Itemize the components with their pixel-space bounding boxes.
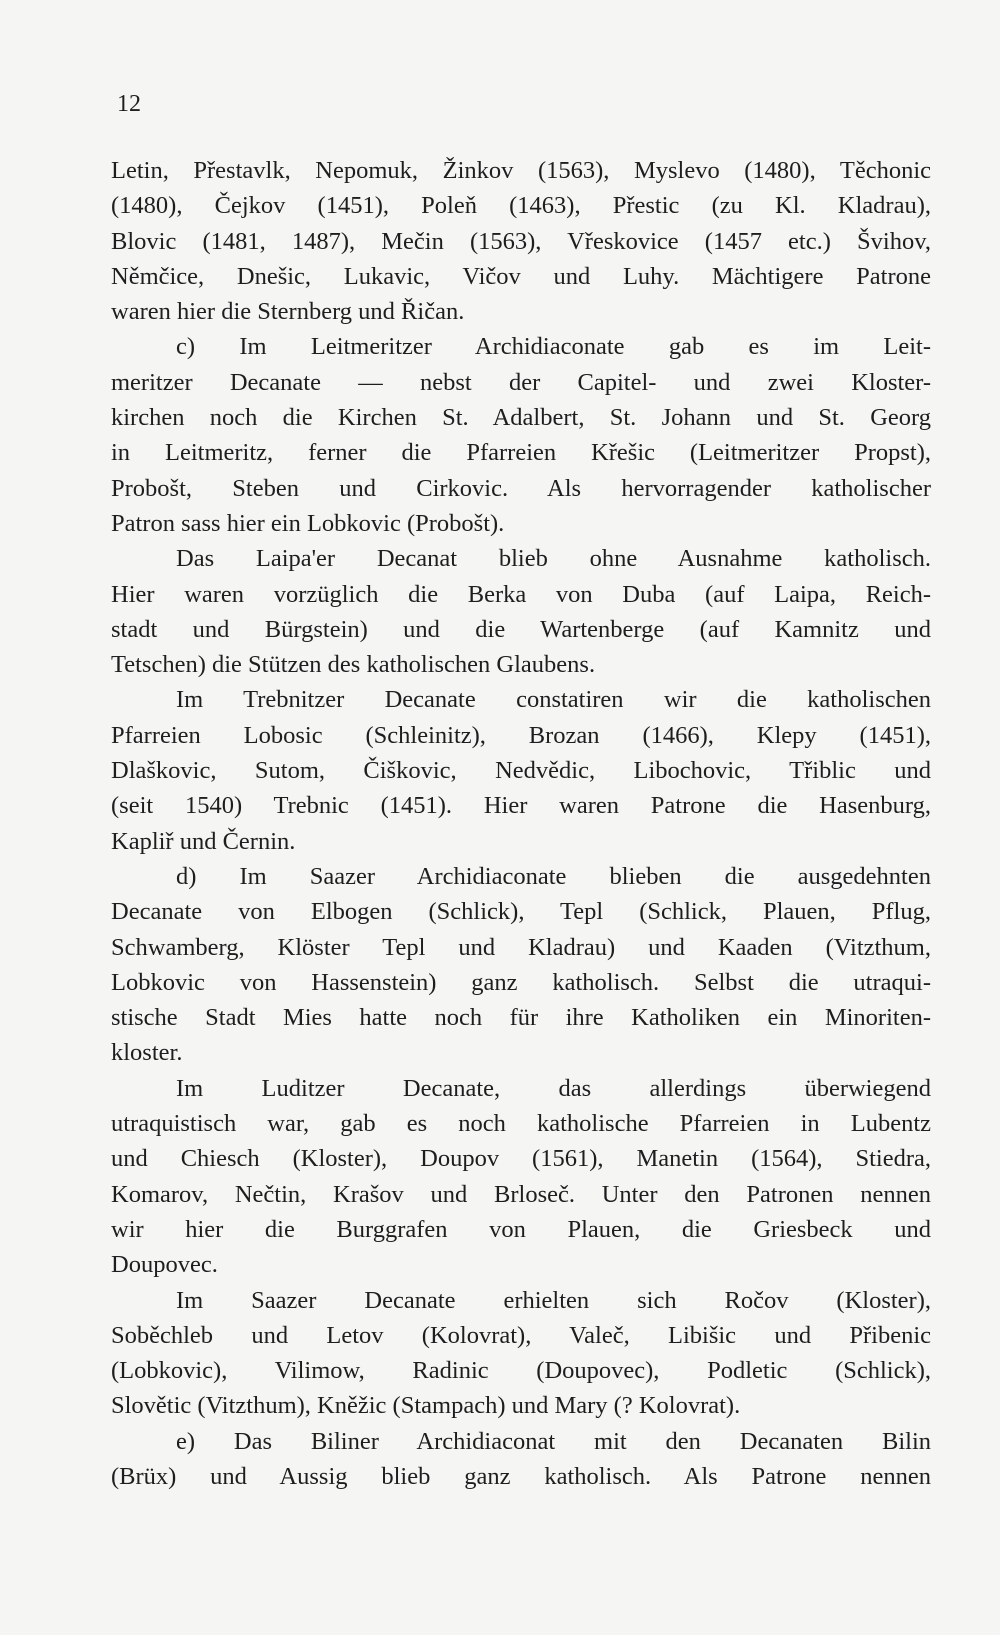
text-line: Lobkovic von Hassenstein) ganz katholisch. Selbst die utraqui- <box>111 968 931 996</box>
text-line: c) Im Leitmeritzer Archidiaconate gab es im Leit- <box>176 333 931 361</box>
text-line: (Lobkovic), Vilimow, Radinic (Doupovec), Podletic (Schlick), <box>111 1357 931 1385</box>
text-line: kloster. <box>111 1039 183 1067</box>
text-line: Patron sass hier ein Lobkovic (Probošt). <box>111 509 505 537</box>
text-line: Letin, Přestavlk, Nepomuk, Žinkov (1563), Myslevo (1480), Těchonic <box>111 157 931 184</box>
text-line: Němčice, Dnešic, Lukavic, Vičov und Luhy. Mächtigere Patrone <box>111 262 931 290</box>
text-line: und Chiesch (Kloster), Doupov (1561), Manetin (1564), Stiedra, <box>111 1145 931 1173</box>
text-line: Doupovec. <box>111 1251 218 1279</box>
text-line: utraquistisch war, gab es noch katholische Pfarreien in Lubentz <box>111 1110 931 1138</box>
text-line: (Brüx) und Aussig blieb ganz katholisch. Als Patrone nennen <box>111 1462 931 1490</box>
text-line: Probošt, Steben und Cirkovic. Als hervorragender katholischer <box>111 474 931 502</box>
text-line: meritzer Decanate — nebst der Capitel- und zwei Kloster- <box>111 368 931 396</box>
text-line: Decanate von Elbogen (Schlick), Tepl (Schlick, Plauen, Pflug, <box>111 898 931 926</box>
body-text <box>111 153 931 1494</box>
text-line: Slovětic (Vitzthum), Kněžic (Stampach) und Mary (? Kolovrat). <box>111 1392 741 1420</box>
text-line: e) Das Biliner Archidiaconat mit den Decanaten Bilin <box>176 1427 931 1455</box>
text-line: Soběchleb und Letov (Kolovrat), Valeč, Libišic und Přibenic <box>111 1321 931 1349</box>
text-line: Das Laipa'er Decanat blieb ohne Ausnahme katholisch. <box>176 545 931 573</box>
text-line: Komarov, Nečtin, Krašov und Brloseč. Unter den Patronen nennen <box>111 1180 931 1208</box>
text-line: Tetschen) die Stützen des katholischen Glaubens. <box>111 651 596 679</box>
text-line: Im Luditzer Decanate, das allerdings überwiegend <box>176 1074 931 1102</box>
text-line: Kapliř und Černin. <box>111 827 296 855</box>
page-number: 12 <box>117 91 141 117</box>
text-line: Im Trebnitzer Decanate constatiren wir die katholischen <box>176 686 931 714</box>
text-line: Blovic (1481, 1487), Mečin (1563), Vřeskovice (1457 etc.) Švihov, <box>111 227 931 255</box>
text-line: (1480), Čejkov (1451), Poleň (1463), Přestic (zu Kl. Kladrau), <box>111 192 931 220</box>
text-line: Schwamberg, Klöster Tepl und Kladrau) und Kaaden (Vitzthum, <box>111 933 931 961</box>
text-line: Hier waren vorzüglich die Berka von Duba (auf Laipa, Reich- <box>111 580 931 608</box>
text-line: wir hier die Burggrafen von Plauen, die Griesbeck und <box>111 1215 931 1243</box>
text-line: Pfarreien Lobosic (Schleinitz), Brozan (1466), Klepy (1451), <box>111 721 931 749</box>
text-line: d) Im Saazer Archidiaconate blieben die ausgedehnten <box>176 862 931 890</box>
text-line: stadt und Bürgstein) und die Wartenberge (auf Kamnitz und <box>111 615 931 643</box>
text-line: in Leitmeritz, ferner die Pfarreien Křešic (Leitmeritzer Propst), <box>111 439 931 467</box>
text-line: waren hier die Sternberg und Řičan. <box>111 298 465 326</box>
text-line: stische Stadt Mies hatte noch für ihre Katholiken ein Minoriten- <box>111 1004 931 1032</box>
text-line: Im Saazer Decanate erhielten sich Ročov (Kloster), <box>176 1286 931 1314</box>
text-line: (seit 1540) Trebnic (1451). Hier waren Patrone die Hasenburg, <box>111 792 931 820</box>
text-line: Dlaškovic, Sutom, Čiškovic, Nedvědic, Libochovic, Třiblic und <box>111 757 931 785</box>
text-line: kirchen noch die Kirchen St. Adalbert, St. Johann und St. Georg <box>111 404 931 432</box>
